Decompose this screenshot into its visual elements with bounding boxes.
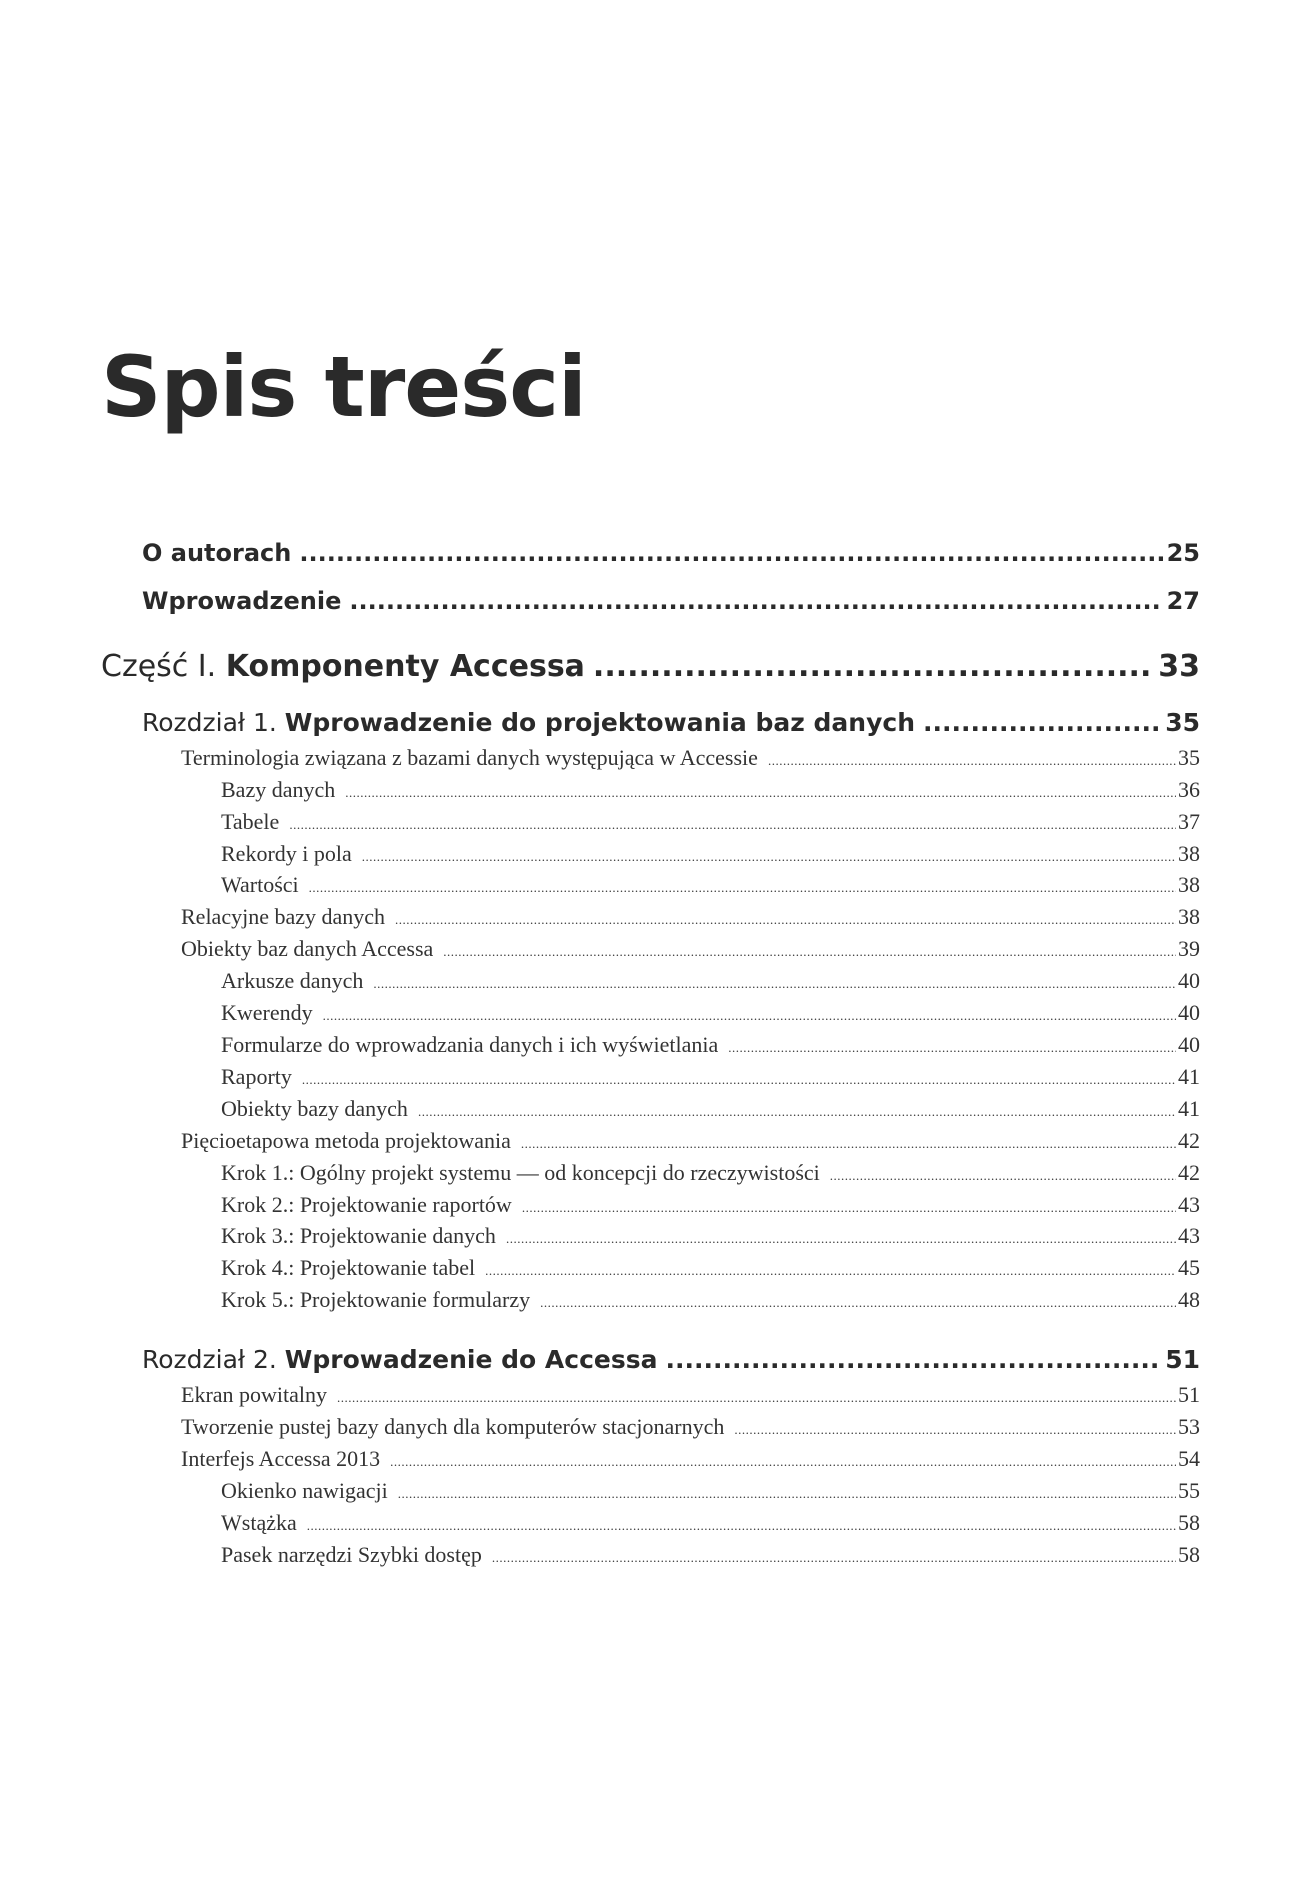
dot-leader xyxy=(362,849,1176,865)
toc-entry-page: 43 xyxy=(1178,1223,1200,1248)
toc-entry-subsection[interactable] xyxy=(221,841,1200,867)
dot-leader xyxy=(349,587,1162,615)
toc-entry-page: 36 xyxy=(1178,777,1200,802)
toc-entry-page: 39 xyxy=(1178,936,1200,961)
toc-entry-label: Bazy danych xyxy=(221,777,336,802)
dot-leader xyxy=(345,785,1176,801)
toc-entry-page: 58 xyxy=(1178,1542,1200,1567)
part-title: Komponenty Accessa xyxy=(225,649,585,684)
toc-entry-page: 58 xyxy=(1178,1510,1200,1535)
dot-leader xyxy=(373,976,1176,992)
toc-entry-section[interactable] xyxy=(181,1128,1200,1154)
dot-leader xyxy=(830,1168,1176,1184)
dot-leader xyxy=(506,1231,1176,1247)
toc-entry-label: Pasek narzędzi Szybki dostęp xyxy=(221,1542,482,1567)
toc-entry-label: O autorach xyxy=(142,539,292,567)
dot-leader xyxy=(728,1040,1176,1056)
dot-leader xyxy=(443,944,1176,960)
dot-leader xyxy=(593,649,1154,684)
dot-leader xyxy=(418,1104,1176,1120)
toc-entry-section[interactable] xyxy=(181,936,1200,962)
toc-entry-label xyxy=(101,649,585,684)
toc-entry-chapter[interactable] xyxy=(142,708,1200,737)
toc-entry-page: 33 xyxy=(1158,649,1200,684)
toc-entry-label xyxy=(142,1345,658,1374)
dot-leader xyxy=(734,1422,1176,1438)
toc-entry-label: Interfejs Accessa 2013 xyxy=(181,1446,381,1471)
toc-entry-subsection[interactable] xyxy=(221,872,1200,898)
toc-entry-page: 37 xyxy=(1178,809,1200,834)
toc-entry-label: Okienko nawigacji xyxy=(221,1478,388,1503)
toc-entry-label: Krok 5.: Projektowanie formularzy xyxy=(221,1287,531,1312)
dot-leader xyxy=(302,1072,1176,1088)
toc-entry-subsection[interactable] xyxy=(221,1223,1200,1249)
dot-leader xyxy=(521,1136,1176,1152)
toc-entry-subsection[interactable] xyxy=(221,809,1200,835)
toc-entry-page: 42 xyxy=(1178,1128,1200,1153)
chapter-number: Rozdział 2. xyxy=(142,1345,277,1374)
toc-entry-label: Obiekty baz danych Accessa xyxy=(181,936,434,961)
toc-entry-page: 53 xyxy=(1178,1414,1200,1439)
toc-entry-label: Kwerendy xyxy=(221,1000,313,1025)
dot-leader xyxy=(395,912,1176,928)
toc-entry-page: 43 xyxy=(1178,1192,1200,1217)
toc-entry-front[interactable] xyxy=(142,587,1200,615)
toc-entry-label: Raporty xyxy=(221,1064,292,1089)
toc-entry-label: Obiekty bazy danych xyxy=(221,1096,408,1121)
toc-entry-label: Relacyjne bazy danych xyxy=(181,904,386,929)
toc-entry-page: 48 xyxy=(1178,1287,1200,1312)
toc-entry-subsection[interactable] xyxy=(221,1160,1200,1186)
toc-entry-page: 38 xyxy=(1178,841,1200,866)
dot-leader xyxy=(309,880,1176,896)
toc-entry-label: Ekran powitalny xyxy=(181,1382,328,1407)
toc-entry-page: 41 xyxy=(1178,1096,1200,1121)
toc-entry-section[interactable] xyxy=(181,1446,1200,1472)
dot-leader xyxy=(323,1008,1176,1024)
toc-entry-section[interactable] xyxy=(181,1414,1200,1440)
toc-entry-page: 51 xyxy=(1165,1345,1200,1374)
toc-entry-label: Tabele xyxy=(221,809,280,834)
toc-entry-subsection[interactable] xyxy=(221,1000,1200,1026)
toc-entry-subsection[interactable] xyxy=(221,777,1200,803)
toc-entry-subsection[interactable] xyxy=(221,1510,1200,1536)
toc-entry-subsection[interactable] xyxy=(221,1192,1200,1218)
toc-entry-page: 40 xyxy=(1178,968,1200,993)
dot-leader xyxy=(390,1454,1176,1470)
toc-entry-subsection[interactable] xyxy=(221,1096,1200,1122)
toc-entry-part[interactable] xyxy=(101,649,1200,684)
toc-entry-label: Tworzenie pustej bazy danych dla komputerów stacjonarnych xyxy=(181,1414,725,1439)
toc-entry-subsection[interactable] xyxy=(221,1287,1200,1313)
toc-entry-label: Terminologia związana z bazami danych występująca w Accessie xyxy=(181,745,758,770)
toc-entry-subsection[interactable] xyxy=(221,1478,1200,1504)
toc-entry-label: Arkusze danych xyxy=(221,968,364,993)
toc-entry-label: Wprowadzenie xyxy=(142,587,342,615)
toc-entry-front[interactable] xyxy=(142,539,1200,567)
toc-entry-subsection[interactable] xyxy=(221,968,1200,994)
chapter-number: Rozdział 1. xyxy=(142,708,277,737)
toc-entry-page: 25 xyxy=(1166,539,1200,567)
toc-entry-subsection[interactable] xyxy=(221,1032,1200,1058)
part-number: Część I. xyxy=(101,649,217,684)
toc-entry-label xyxy=(142,708,915,737)
toc-entry-label: Krok 1.: Ogólny projekt systemu — od koncepcji do rzeczywistości xyxy=(221,1160,820,1185)
page-title: Spis treści xyxy=(101,338,586,436)
dot-leader xyxy=(299,539,1162,567)
dot-leader xyxy=(768,753,1176,769)
toc-entry-section[interactable] xyxy=(181,1382,1200,1408)
dot-leader xyxy=(923,708,1161,737)
toc-entry-page: 27 xyxy=(1166,587,1200,615)
chapter-title: Wprowadzenie do Accessa xyxy=(284,1345,658,1374)
toc-entry-label: Krok 4.: Projektowanie tabel xyxy=(221,1255,476,1280)
dot-leader xyxy=(337,1390,1176,1406)
dot-leader xyxy=(307,1518,1176,1534)
toc-entry-label: Formularze do wprowadzania danych i ich wyświetlania xyxy=(221,1032,719,1057)
dot-leader xyxy=(492,1550,1176,1566)
toc-entry-page: 41 xyxy=(1178,1064,1200,1089)
dot-leader xyxy=(398,1486,1176,1502)
toc-entry-page: 45 xyxy=(1178,1255,1200,1280)
toc-entry-label: Wartości xyxy=(221,872,299,897)
toc-entry-page: 40 xyxy=(1178,1000,1200,1025)
toc-entry-page: 40 xyxy=(1178,1032,1200,1057)
toc-entry-page: 51 xyxy=(1178,1382,1200,1407)
dot-leader xyxy=(289,817,1176,833)
toc-entry-section[interactable] xyxy=(181,904,1200,930)
toc-entry-page: 42 xyxy=(1178,1160,1200,1185)
toc-entry-page: 38 xyxy=(1178,872,1200,897)
toc-entry-subsection[interactable] xyxy=(221,1542,1200,1568)
dot-leader xyxy=(522,1200,1176,1216)
toc-entry-page: 35 xyxy=(1165,708,1200,737)
toc-entry-label: Pięcioetapowa metoda projektowania xyxy=(181,1128,511,1153)
chapter-title: Wprowadzenie do projektowania baz danych xyxy=(284,708,916,737)
toc-entry-label: Krok 3.: Projektowanie danych xyxy=(221,1223,496,1248)
toc-entry-page: 38 xyxy=(1178,904,1200,929)
toc-entry-page: 55 xyxy=(1178,1478,1200,1503)
toc-entry-page: 54 xyxy=(1178,1446,1200,1471)
toc-entry-label: Wstążka xyxy=(221,1510,297,1535)
toc-entry-subsection[interactable] xyxy=(221,1255,1200,1281)
toc-entry-label: Krok 2.: Projektowanie raportów xyxy=(221,1192,512,1217)
toc-entry-label: Rekordy i pola xyxy=(221,841,352,866)
toc-entry-section[interactable] xyxy=(181,745,1200,771)
dot-leader xyxy=(666,1345,1162,1374)
toc-entry-chapter[interactable] xyxy=(142,1345,1200,1374)
dot-leader xyxy=(485,1263,1176,1279)
dot-leader xyxy=(540,1295,1176,1311)
toc-entry-subsection[interactable] xyxy=(221,1064,1200,1090)
toc-entry-page: 35 xyxy=(1178,745,1200,770)
